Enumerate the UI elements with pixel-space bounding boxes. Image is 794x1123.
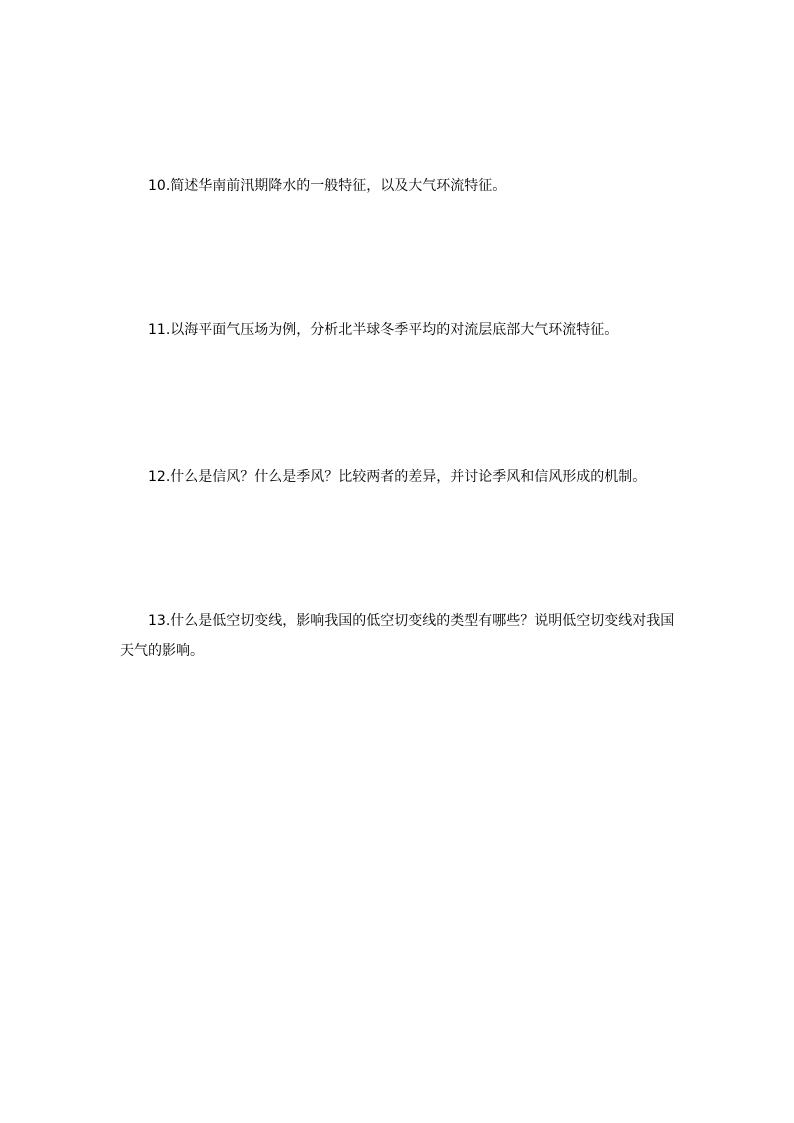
question-10-text: 10.简述华南前汛期降水的一般特征，以及大气环流特征。 (148, 178, 507, 194)
question-12 (120, 462, 680, 492)
question-13-text: 13.什么是低空切变线，影响我国的低空切变线的类型有哪些？说明低空切变线对我国天气的影响。 (120, 613, 675, 659)
question-13 (120, 606, 680, 666)
question-12-text: 12.什么是信风？什么是季风？比较两者的差异，并讨论季风和信风形成的机制。 (148, 469, 647, 485)
question-10 (120, 171, 680, 201)
question-11-text: 11.以海平面气压场为例，分析北半球冬季平均的对流层底部大气环流特征。 (148, 322, 619, 338)
question-11 (120, 315, 680, 345)
